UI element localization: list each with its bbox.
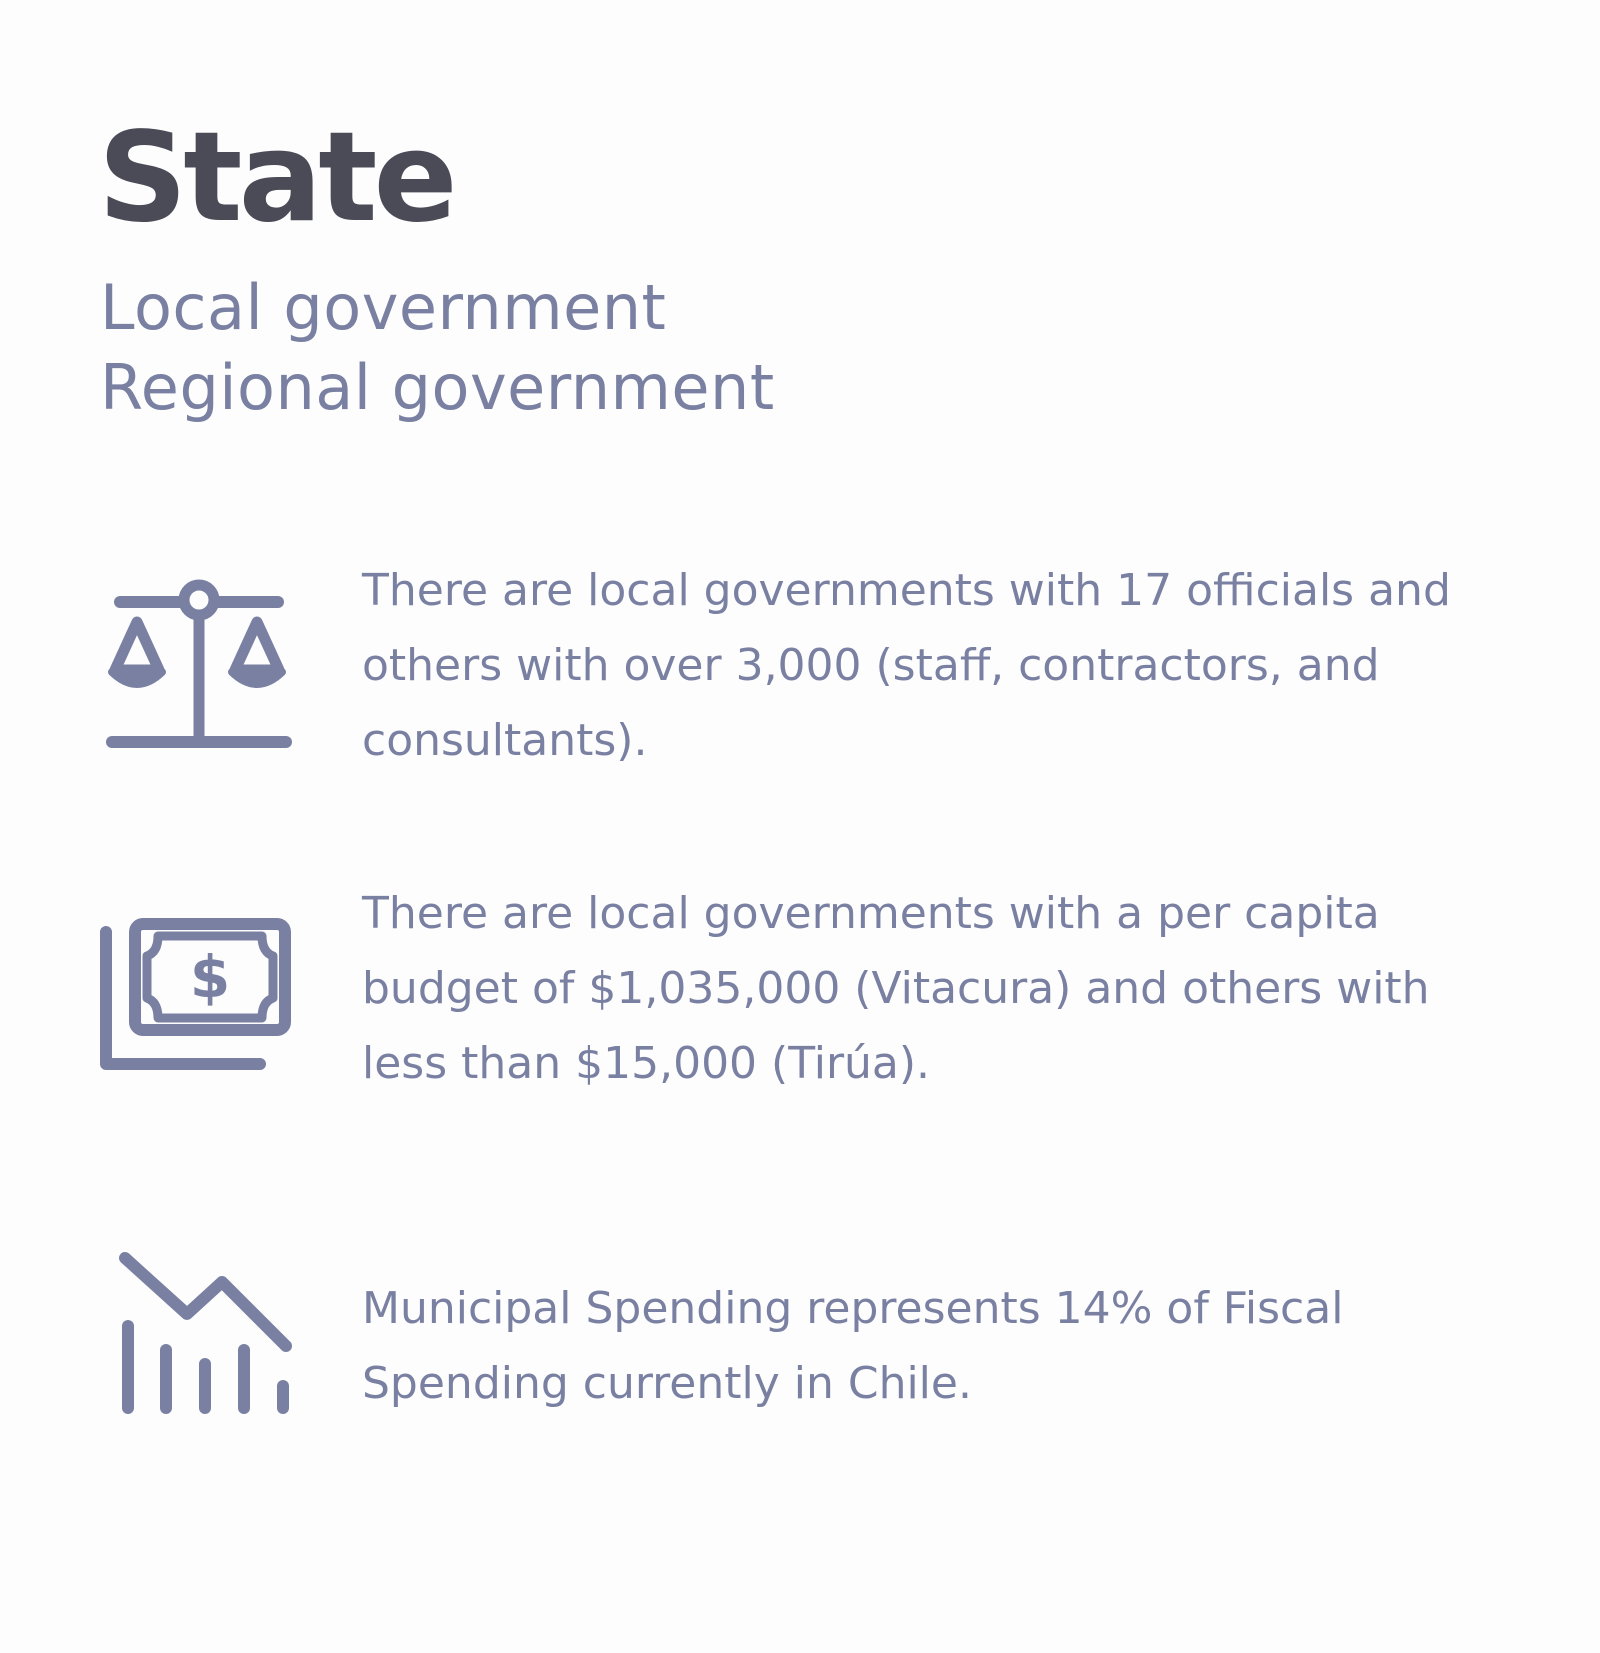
scales-icon [100, 570, 300, 770]
subtitle-regional-government: Regional government [100, 351, 775, 424]
subtitle-list [100, 268, 775, 428]
fact-text-officials: There are local governments with 17 officials and others with over 3,000 (staff, contractors, and consultants). [362, 565, 1451, 766]
page-title: State [98, 106, 454, 250]
fact-text-spending: Municipal Spending represents 14% of Fiscal Spending currently in Chile. [362, 1283, 1344, 1409]
fact-text-budget: There are local governments with a per capita budget of $1,035,000 (Vitacura) and others with less than $15,000 (Tirúa). [362, 888, 1430, 1089]
subtitle-local-government: Local government [100, 271, 667, 344]
money-icon [100, 900, 300, 1100]
declining-chart-icon [100, 1250, 300, 1450]
svg-text:$: $ [189, 943, 231, 1011]
